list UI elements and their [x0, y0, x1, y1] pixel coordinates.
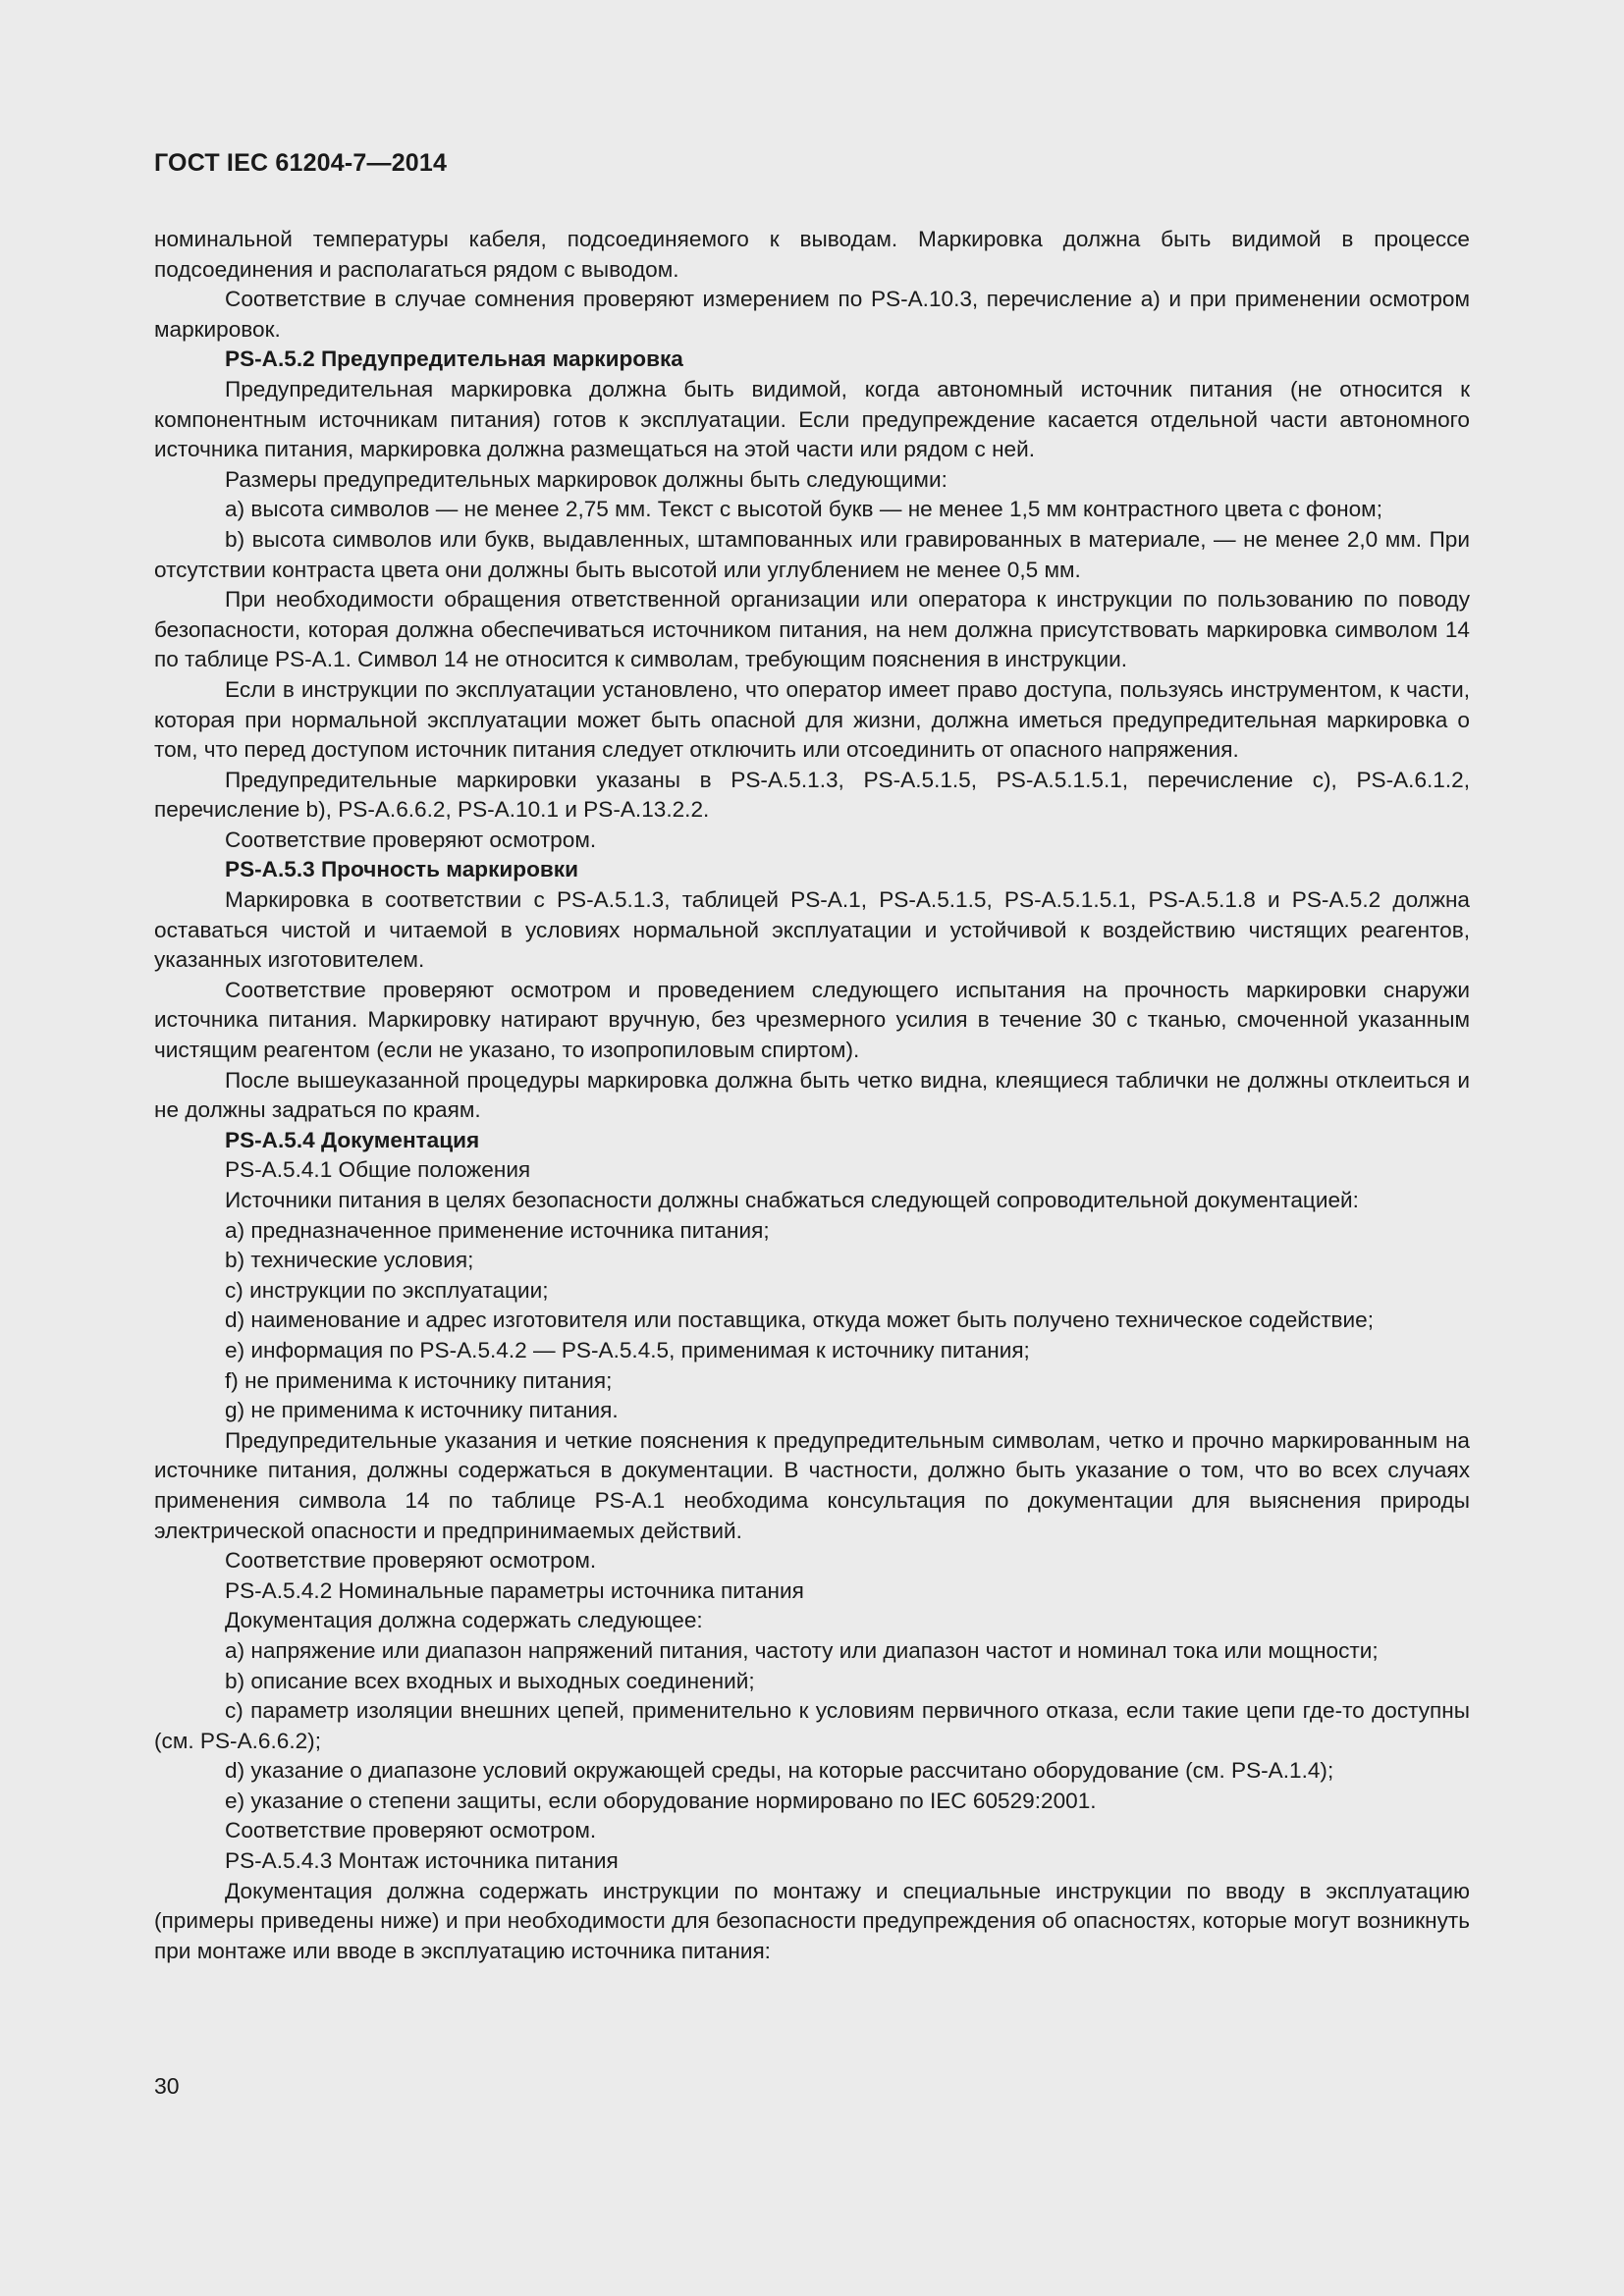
paragraph: Документация должна содержать следующее:: [225, 1608, 703, 1633]
paragraph: e) указание о степени защиты, если оборудование нормировано по IEC 60529:2001.: [225, 1788, 1097, 1813]
paragraph: Соответствие проверяют осмотром.: [225, 1818, 597, 1843]
paragraph: Источники питания в целях безопасности должны снабжаться следующей сопроводительной документацией:: [225, 1188, 1359, 1212]
document-body: [154, 225, 1470, 1966]
paragraph: b) технические условия;: [225, 1248, 474, 1273]
page-number: 30: [154, 2073, 180, 2099]
paragraph: Если в инструкции по эксплуатации установлено, что оператор имеет право доступа, пользуясь инструментом, к части, которая при нормальной эксплуатации может быть опасной для жизни, должна иметься предупредительная маркировка о том, что перед доступом источник питания следует отключить или отсоединить от опасного напряжения.: [154, 676, 1470, 763]
paragraph: Соответствие в случае сомнения проверяют измерением по PS-A.10.3, перечисление a) и при применении осмотром маркировок.: [154, 287, 1470, 342]
paragraph: a) напряжение или диапазон напряжений питания, частоту или диапазон частот и номинал тока или мощности;: [225, 1637, 1379, 1663]
paragraph: b) описание всех входных и выходных соединений;: [225, 1668, 755, 1693]
paragraph: c) инструкции по эксплуатации;: [225, 1277, 549, 1303]
paragraph: c) параметр изоляции внешних цепей, применительно к условиям первичного отказа, если такие цепи где-то доступны (см. PS-A.6.6.2);: [154, 1698, 1470, 1753]
paragraph: номинальной температуры кабеля, подсоединяемого к выводам. Маркировка должна быть видимой в процессе подсоединения и располагаться рядом с выводом.: [154, 227, 1470, 282]
paragraph: Документация должна содержать инструкции по монтажу и специальные инструкции по вводу в эксплуатацию (примеры приведены ниже) и при необходимости для безопасности предупреждения об опасностях, которые могут возникнуть при монтаже или вводе в эксплуатацию источника питания:: [154, 1878, 1470, 1963]
paragraph: Маркировка в соответствии с PS-A.5.1.3, таблицей PS-A.1, PS-A.5.1.5, PS-A.5.1.5.1, PS-A.5.1.8 и PS-A.5.2 должна оставаться чистой и читаемой в условиях нормальной эксплуатации и устойчивой к воздействию чистящих реагентов, указанных изготовителем.: [154, 887, 1470, 973]
paragraph: PS-A.5.4.1 Общие положения: [225, 1157, 531, 1183]
paragraph: Предупредительная маркировка должна быть видимой, когда автономный источник питания (не относится к компонентным источникам питания) готов к эксплуатации. Если предупреждение касается отдельной части автономного источника питания, маркировка должна размещаться на этой части или рядом с ней.: [154, 376, 1470, 462]
paragraph: Предупредительные указания и четкие пояснения к предупредительным символам, четко и прочно маркированным на источнике питания, должны содержаться в документации. В частности, должно быть указание о том, что во всех случаях применения символа 14 по таблице PS-A.1 необходима консультация по документации для выяснения природы электрической опасности и предпринимаемых действий.: [154, 1427, 1470, 1543]
paragraph: Соответствие проверяют осмотром.: [225, 827, 597, 852]
paragraph: a) предназначенное применение источника питания;: [225, 1217, 770, 1243]
paragraph: b) высота символов или букв, выдавленных, штампованных или гравированных в материале, — не менее 2,0 мм. При отсутствии контраста цвета они должны быть высотой или углублением не менее 0,5 мм.: [154, 526, 1470, 582]
paragraph: f) не применима к источнику питания;: [225, 1367, 613, 1393]
section-heading: PS-A.5.3 Прочность маркировки: [225, 857, 578, 882]
paragraph: PS-A.5.4.2 Номинальные параметры источника питания: [225, 1577, 804, 1603]
paragraph: d) наименование и адрес изготовителя или поставщика, откуда может быть получено техническое содействие;: [225, 1308, 1375, 1333]
paragraph: PS-A.5.4.3 Монтаж источника питания: [225, 1848, 619, 1874]
paragraph: Соответствие проверяют осмотром.: [225, 1548, 597, 1574]
paragraph: a) высота символов — не менее 2,75 мм. Текст с высотой букв — не менее 1,5 мм контрастного цвета с фоном;: [225, 497, 1382, 522]
paragraph: После вышеуказанной процедуры маркировка должна быть четко видна, клеящиеся таблички не должны отклеиться и не должны задраться по краям.: [154, 1067, 1470, 1123]
paragraph: Размеры предупредительных маркировок должны быть следующими:: [225, 466, 947, 492]
section-heading: PS-A.5.4 Документация: [225, 1127, 480, 1152]
paragraph: e) информация по PS-A.5.4.2 — PS-A.5.4.5, применимая к источнику питания;: [225, 1337, 1030, 1362]
section-heading: PS-A.5.2 Предупредительная маркировка: [225, 347, 683, 372]
paragraph: g) не применима к источнику питания.: [225, 1398, 619, 1423]
paragraph: При необходимости обращения ответственной организации или оператора к инструкции по пользованию по поводу безопасности, которая должна обеспечиваться источником питания, на нем должна присутствовать маркировка символом 14 по таблице PS-A.1. Символ 14 не относится к символам, требующим пояснения в инструкции.: [154, 587, 1470, 672]
paragraph: Предупредительные маркировки указаны в PS-A.5.1.3, PS-A.5.1.5, PS-A.5.1.5.1, перечисление с), PS-A.6.1.2, перечисление b), PS-A.6.6.2, PS-A.10.1 и PS-A.13.2.2.: [154, 767, 1470, 823]
paragraph: Соответствие проверяют осмотром и проведением следующего испытания на прочность маркировки снаружи источника питания. Маркировку натирают вручную, без чрезмерного усилия в течение 30 с тканью, смоченной указанным чистящим реагентом (если не указано, то изопропиловым спиртом).: [154, 977, 1470, 1063]
document-header: ГОСТ IEC 61204-7—2014: [154, 149, 448, 177]
paragraph: d) указание о диапазоне условий окружающей среды, на которые рассчитано оборудование (см. PS-A.1.4);: [225, 1758, 1334, 1784]
